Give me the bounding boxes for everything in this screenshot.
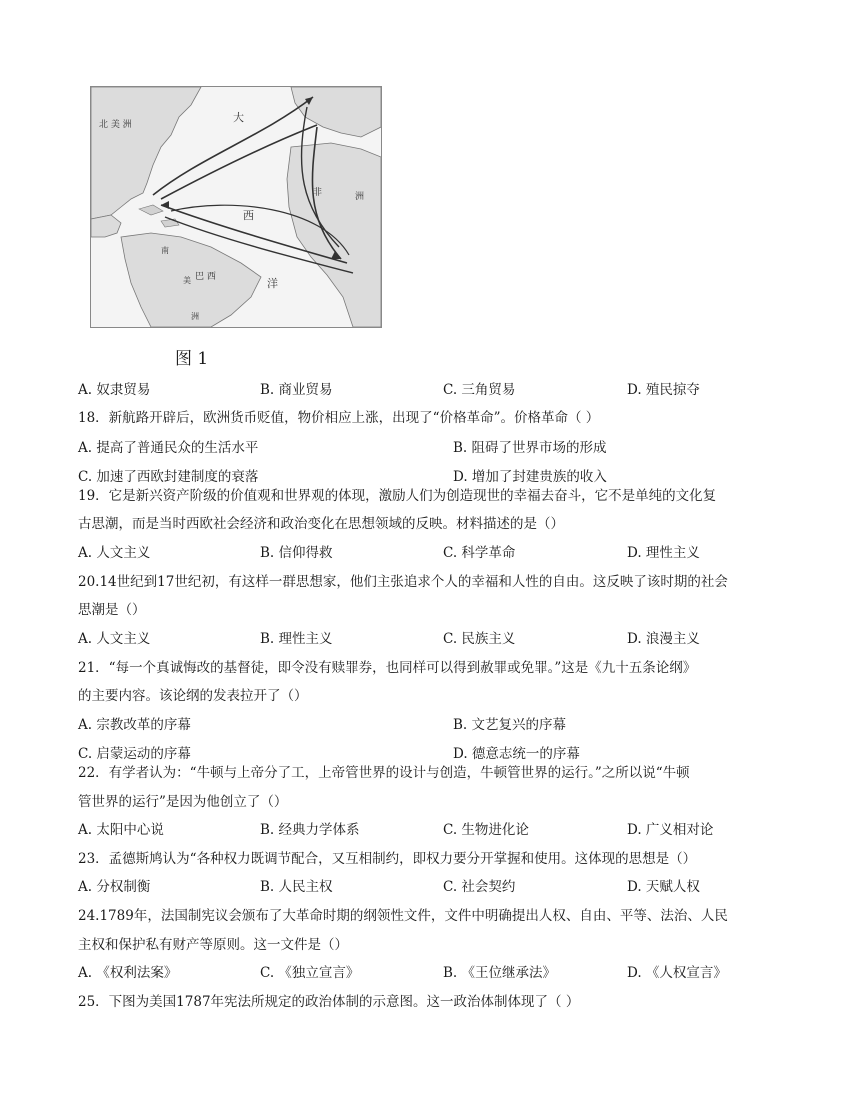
label-atlantic-1: 大	[233, 111, 244, 124]
q20-option-a: A. 人文主义	[78, 631, 151, 647]
q24-option-c-label: C. 《独立宣言》	[260, 965, 360, 981]
q20-option-c: C. 民族主义	[443, 631, 516, 647]
q21-option-a: A. 宗教改革的序幕	[78, 717, 191, 733]
q19-option-c: C. 科学革命	[443, 545, 516, 561]
q25-stem: 25．下图为美国1787年宪法所规定的政治体制的示意图。这一政治体制体现了（ ）	[78, 994, 580, 1010]
label-north-america: 北 美 洲	[99, 120, 132, 130]
q18-option-d: D. 增加了封建贵族的收入	[453, 469, 607, 485]
label-brazil: 巴 西	[195, 272, 216, 282]
q22-option-a: A. 太阳中心说	[78, 822, 164, 838]
q23-option-d: D. 天赋人权	[627, 879, 700, 895]
q19-stem-line-1: 19．它是新兴资产阶级的价值观和世界观的体现，激励人们为创造现世的幸福去奋斗，它不是单纯的文化复	[78, 488, 717, 504]
q19-option-b: B. 信仰得救	[260, 545, 333, 561]
q20-stem-line-2: 思潮是（）	[78, 602, 146, 618]
q18-option-c: C. 加速了西欧封建制度的衰落	[78, 469, 259, 485]
q21-stem-line-2: 的主要内容。该论纲的发表拉开了（）	[78, 688, 308, 704]
q20-option-b: B. 理性主义	[260, 631, 333, 647]
q17-option-b: B. 商业贸易	[260, 382, 333, 398]
label-south-america-3: 洲	[191, 312, 199, 321]
q20-stem-line-1: 20.14世纪到17世纪初，有这样一群思想家，他们主张追求个人的幸福和人性的自由。这反映了该时期的社会	[78, 574, 728, 590]
q18-option-a: A. 提高了普通民众的生活水平	[78, 440, 259, 456]
q24-option-a: A. 《权利法案》	[78, 965, 178, 981]
q23-stem: 23．孟德斯鸠认为“各种权力既调节配合，又互相制约，即权力要分开掌握和使用。这体现的思想是（）	[78, 851, 697, 867]
label-africa-1: 非	[313, 188, 323, 198]
q17-option-d: D. 殖民掠夺	[627, 382, 700, 398]
q21-option-b: B. 文艺复兴的序幕	[453, 717, 567, 733]
triangle-trade-map	[90, 86, 382, 328]
q20-option-d: D. 浪漫主义	[627, 631, 700, 647]
q18-stem: 18．新航路开辟后，欧洲货币贬值，物价相应上涨，出现了“价格革命”。价格革命（ ）	[78, 410, 600, 426]
q17-option-c: C. 三角贸易	[443, 382, 516, 398]
map-image	[91, 87, 381, 327]
label-atlantic-2: 西	[243, 209, 254, 222]
label-south-america-1: 南	[161, 246, 169, 255]
q24-stem-line-2: 主权和保护私有财产等原则。这一文件是（）	[78, 937, 348, 953]
q23-option-a: A. 分权制衡	[78, 879, 151, 895]
q24-option-b-label: B. 《王位继承法》	[443, 965, 557, 981]
q22-stem-line-2: 管世界的运行”是因为他创立了（）	[78, 794, 288, 810]
q21-option-d: D. 德意志统一的序幕	[453, 746, 580, 762]
label-africa-2: 洲	[355, 192, 365, 202]
q23-option-b: B. 人民主权	[260, 879, 333, 895]
q17-option-a: A. 奴隶贸易	[78, 382, 151, 398]
q21-stem-line-1: 21．“每一个真诚悔改的基督徒，即令没有赎罪券，也同样可以得到赦罪或免罪。”这是《九十五条论纲》	[78, 660, 697, 676]
q19-option-a: A. 人文主义	[78, 545, 151, 561]
q18-option-b: B. 阻碍了世界市场的形成	[453, 440, 607, 456]
q23-option-c: C. 社会契约	[443, 879, 516, 895]
q24-stem-line-1: 24.1789年，法国制宪议会颁布了大革命时期的纲领性文件，文件中明确提出人权、自由、平等、法治、人民	[78, 908, 728, 924]
figure-caption: 图 1	[175, 349, 209, 369]
label-south-america-2: 美	[183, 276, 191, 285]
q22-option-c: C. 生物进化论	[443, 822, 529, 838]
q19-option-d: D. 理性主义	[627, 545, 700, 561]
q21-option-c: C. 启蒙运动的序幕	[78, 746, 191, 762]
q19-stem-line-2: 古思潮，而是当时西欧社会经济和政治变化在思想领域的反映。材料描述的是（）	[78, 516, 564, 532]
q22-option-d: D. 广义相对论	[627, 822, 714, 838]
q22-option-b: B. 经典力学体系	[260, 822, 360, 838]
q22-stem-line-1: 22．有学者认为：“牛顿与上帝分了工，上帝管世界的设计与创造，牛顿管世界的运行。”之所以说“牛顿	[78, 765, 690, 781]
label-atlantic-3: 洋	[267, 277, 278, 290]
q24-option-d: D. 《人权宣言》	[627, 965, 727, 981]
